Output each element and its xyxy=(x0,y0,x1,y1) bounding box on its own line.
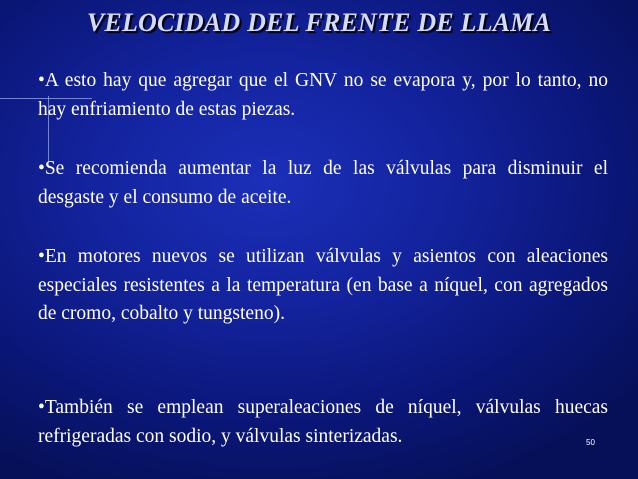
slide-number: 50 xyxy=(586,438,595,447)
bullet-paragraph-1: •A esto hay que agregar que el GNV no se evapora y, por lo tanto, no hay enfriamiento de estas piezas. xyxy=(38,70,608,120)
bullet-paragraph-3: •En motores nuevos se utilizan válvulas y asientos con aleaciones especiales resistentes a la temperatura (en base a níquel, con agregados de cromo, cobalto y tungsteno). xyxy=(38,246,608,324)
bullet-paragraph-4: •También se emplean superaleaciones de níquel, válvulas huecas refrigeradas con sodio, y válvulas sinterizadas. xyxy=(38,397,608,447)
bullet-paragraph-2: •Se recomienda aumentar la luz de las válvulas para disminuir el desgaste y el consumo de aceite. xyxy=(38,158,608,208)
slide-title: VELOCIDAD DEL FRENTE DE LLAMA xyxy=(86,8,552,37)
